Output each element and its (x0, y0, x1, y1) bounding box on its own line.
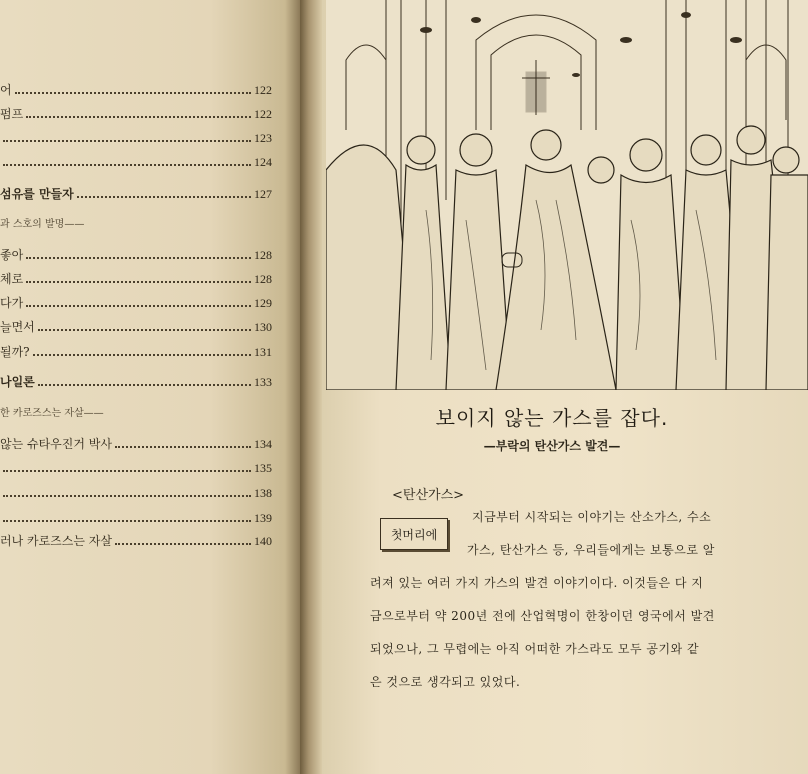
toc-entry: 123 (0, 126, 272, 146)
toc-entry: 늘면서 130 (0, 320, 272, 334)
intro-heading-box: 첫머리에 (380, 518, 448, 550)
left-page-toc (0, 0, 300, 774)
toc-entry: 않는 슈타우진거 박사 134 (0, 437, 272, 451)
right-page-article (322, 0, 808, 774)
toc-chapter-entry: 나일론 133 (0, 375, 272, 389)
toc-chapter-subtitle: 한 카로즈스는 자살—— (0, 408, 104, 419)
toc-entry: 펌프 122 (0, 107, 272, 121)
body-text-line: 되었으나, 그 무렵에는 아직 어떠한 가스라도 모두 공기와 같 (370, 642, 700, 656)
toc-entry: 될까? 131 (0, 345, 272, 359)
ballroom-illustration (326, 0, 808, 390)
body-text-line: 가스, 탄산가스 등, 우리들에게는 보통으로 알 (467, 543, 715, 557)
toc-chapter-subtitle: 과 스호의 발명—— (0, 219, 85, 230)
body-text-line: 은 것으로 생각되고 있었다. (370, 675, 521, 689)
toc-entry: 135 (0, 456, 272, 476)
toc-entry: 다가 129 (0, 296, 272, 310)
body-text-line: 지금부터 시작되는 이야기는 산소가스, 수소 (472, 510, 712, 524)
book-gutter (300, 0, 322, 774)
ballroom-drawing (326, 0, 808, 390)
body-text-line: 금으로부터 약 200년 전에 산업혁명이 한창이던 영국에서 발견 (370, 609, 715, 623)
toc-entry: 139 (0, 506, 272, 526)
toc-chapter-entry: 섬유를 만들자 127 (0, 187, 272, 201)
toc-entry: 124 (0, 150, 272, 170)
article-title: 보이지 않는 가스를 잡다. (435, 406, 669, 430)
article-subtitle: —부락의 탄산가스 발견— (483, 439, 621, 453)
toc-entry: 러나 카로즈스는 자살 140 (0, 534, 272, 548)
toc-entry: 138 (0, 481, 272, 501)
toc-entry: 좋아 128 (0, 248, 272, 262)
toc-entry: 어 122 (0, 83, 272, 97)
toc-entry: 체로 128 (0, 272, 272, 286)
section-tag: <탄산가스> (392, 488, 465, 503)
body-text-line: 려져 있는 여러 가지 가스의 발견 이야기이다. 이것들은 다 지 (370, 576, 704, 590)
